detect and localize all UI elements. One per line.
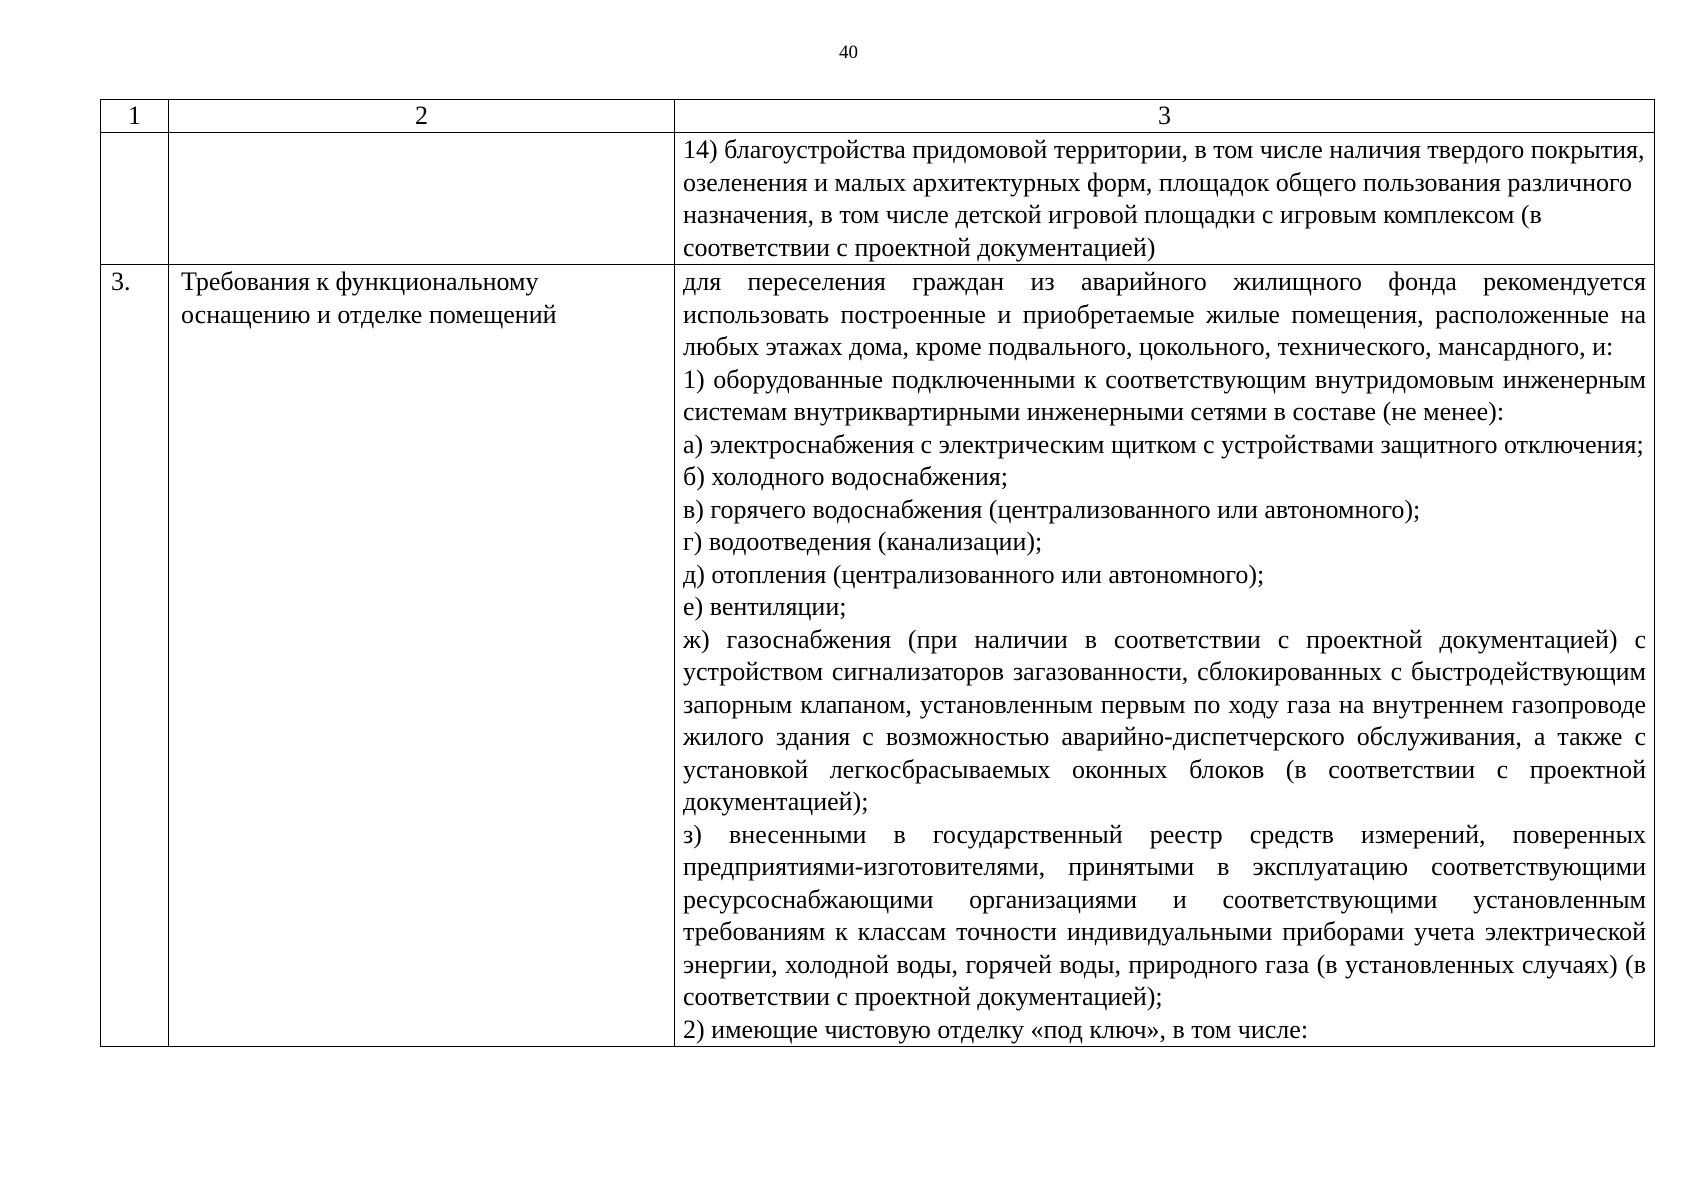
- paragraph: г) водоотведения (канализации);: [683, 527, 1043, 556]
- page-number: 40: [839, 42, 858, 63]
- column-header-3: 3: [675, 100, 1655, 133]
- row-number-cell: [101, 133, 169, 265]
- paragraph: в) горячего водоснабжения (централизованного или автономного);: [683, 494, 1421, 524]
- row-name-cell: Требования к функциональному оснащению и отделке помещений: [169, 265, 675, 1047]
- paragraph: 2) имеющие чистовую отделку «под ключ», в том числе:: [683, 1014, 1309, 1044]
- row-text-cell: [675, 265, 1655, 1047]
- row-text-cell: [675, 133, 1655, 265]
- paragraph: для переселения граждан из аварийного жилищного фонда рекомендуется использовать построенные и приобретаемые жилые помещения, расположенные на любых этажах дома, кроме подвального, цокольного, технического, мансардного, и:: [683, 267, 1646, 361]
- row-number-cell: 3.: [101, 265, 169, 1047]
- table-header-row: [101, 100, 1655, 133]
- paragraph: 14) благоустройства придомовой территории, в том числе наличия твердого покрытия, озеленения и малых архитектурных форм, площадок общего пользования различного назначения, в том числе детской игровой площадки с игровым комплексом (в соответствии с проектной документацией): [683, 135, 1645, 262]
- paragraph: ж) газоснабжения (при наличии в соответствии с проектной документацией) с устройством сигнализаторов загазованности, сблокированных с быстродействующим запорным клапаном, установленным первым по ходу газа на внутреннем газопроводе жилого здания с возможностью аварийно-диспетчерского обслуживания, а также с установкой легкосбрасываемых оконных блоков (в соответствии с проектной документацией);: [683, 624, 1646, 816]
- column-header-2: 2: [169, 100, 675, 133]
- requirements-table: [100, 99, 1655, 1047]
- paragraph: 1) оборудованные подключенными к соответствующим внутридомовым инженерным системам внутриквартирными инженерными сетями в составе (не менее):: [683, 364, 1646, 426]
- row-name-cell: [169, 133, 675, 265]
- paragraph: а) электроснабжения с электрическим щитком с устройствами защитного отключения;: [683, 429, 1644, 459]
- paragraph: д) отопления (централизованного или автономного);: [683, 559, 1265, 589]
- table-row: [101, 265, 1655, 1047]
- paragraph: е) вентиляции;: [683, 592, 847, 621]
- column-header-1: 1: [101, 100, 169, 133]
- paragraph: б) холодного водоснабжения;: [683, 462, 1008, 491]
- paragraph: з) внесенными в государственный реестр средств измерений, поверенных предприятиями-изготовителями, принятыми в эксплуатацию соответствующими ресурсоснабжающими организациями и соответствующими установленным требованиям к классам точности индивидуальными приборами учета электрической энергии, холодной воды, горячей воды, природного газа (в установленных случаях) (в соответствии с проектной документацией);: [683, 819, 1646, 1011]
- table-row: [101, 133, 1655, 265]
